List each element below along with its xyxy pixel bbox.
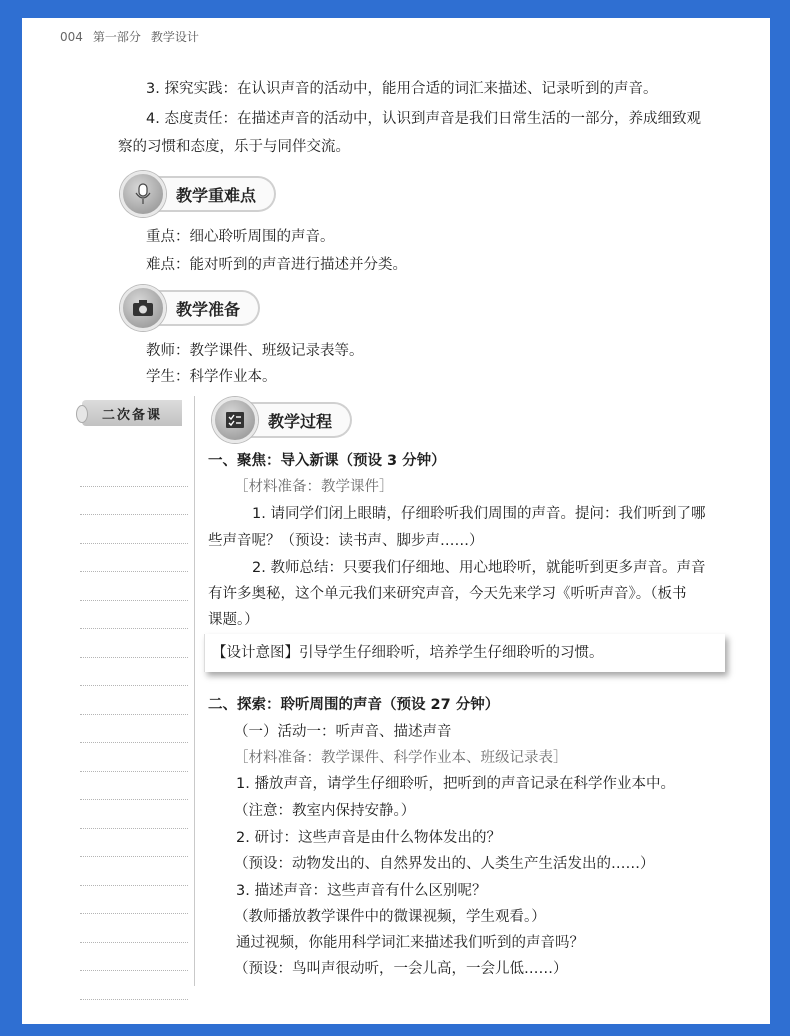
objective-item-4-line1: 4. 态度责任：在描述声音的活动中，认识到声音是我们日常生活的一部分，养成细致观 — [146, 111, 701, 127]
note-line — [80, 857, 188, 886]
part2-step3-answer: （预设：鸟叫声很动听，一会儿高，一会儿低……） — [234, 961, 568, 977]
part-label: 第一部分 — [92, 30, 141, 44]
student-prep: 学生：科学作业本。 — [146, 369, 277, 385]
difficulty-point: 难点：能对听到的声音进行描述并分类。 — [146, 257, 407, 273]
process-badge — [212, 402, 352, 438]
part1-materials: ［材料准备：教学课件］ — [234, 479, 394, 495]
page-header — [60, 28, 199, 45]
note-line — [80, 715, 188, 744]
camera-icon — [120, 285, 166, 331]
focus-point: 重点：细心聆听周围的声音。 — [146, 229, 335, 245]
note-line — [80, 971, 188, 1000]
part2-step3: 3. 描述声音：这些声音有什么区别呢？ — [236, 883, 487, 899]
part2-step3-note: （教师播放教学课件中的微课视频，学生观看。） — [234, 909, 546, 925]
note-line — [80, 487, 188, 516]
note-line — [80, 886, 188, 915]
part1-step2-line1: 2. 教师总结：只要我们仔细地、用心地聆听，就能听到更多声音。声音 — [252, 560, 706, 576]
part1-step1-line1: 1. 请同学们闭上眼睛，仔细聆听我们周围的声音。提问：我们听到了哪 — [252, 506, 706, 522]
secondary-prep-tag: 二次备课 — [82, 400, 182, 426]
part2-heading: 二、探索：聆听周围的声音（预设 27 分钟） — [208, 697, 500, 713]
design-intent: 【设计意图】引导学生仔细聆听，培养学生仔细聆听的习惯。 — [212, 645, 604, 661]
objective-item-3: 3. 探究实践：在认识声音的活动中，能用合适的词汇来描述、记录听到的声音。 — [146, 81, 658, 97]
note-line — [80, 658, 188, 687]
part1-heading: 一、聚焦：导入新课（预设 3 分钟） — [208, 453, 446, 469]
note-line — [80, 829, 188, 858]
note-line — [80, 800, 188, 829]
note-line — [80, 458, 188, 487]
note-line — [80, 515, 188, 544]
section-label: 教学设计 — [150, 30, 199, 44]
teacher-prep: 教师：教学课件、班级记录表等。 — [146, 343, 364, 359]
sidebar-divider — [194, 396, 195, 986]
part2-step2: 2. 研讨：这些声音是由什么物体发出的？ — [236, 830, 501, 846]
textbook-page — [22, 18, 770, 1024]
key-points-title: 教学重难点 — [150, 176, 276, 212]
note-line — [80, 914, 188, 943]
note-line — [80, 601, 188, 630]
note-line — [80, 686, 188, 715]
activity1-title: （一）活动一：听声音、描述声音 — [234, 724, 452, 740]
note-line — [80, 544, 188, 573]
preparation-badge — [120, 290, 260, 326]
page-number: 004 — [60, 29, 83, 44]
note-line — [80, 572, 188, 601]
note-lines — [80, 458, 188, 1000]
process-title: 教学过程 — [242, 402, 352, 438]
preparation-title: 教学准备 — [150, 290, 260, 326]
microphone-icon — [120, 171, 166, 217]
part2-step1: 1. 播放声音，请学生仔细聆听，把听到的声音记录在科学作业本中。 — [236, 776, 675, 792]
note-line — [80, 943, 188, 972]
part2-step3-question: 通过视频，你能用科学词汇来描述我们听到的声音吗？ — [236, 935, 584, 951]
part1-step2-line2: 有许多奥秘，这个单元我们来研究声音，今天先来学习《听听声音》。（板书 — [208, 586, 687, 602]
part1-step1-line2: 些声音呢？（预设：读书声、脚步声……） — [208, 533, 484, 549]
part1-step2-line3: 课题。） — [208, 612, 259, 628]
key-points-badge — [120, 176, 276, 212]
objective-item-4-line2: 察的习惯和态度，乐于与同伴交流。 — [118, 139, 350, 155]
checklist-icon — [212, 397, 258, 443]
note-line — [80, 772, 188, 801]
part2-step2-note: （预设：动物发出的、自然界发出的、人类生产生活发出的……） — [234, 856, 655, 872]
part2-materials: ［材料准备：教学课件、科学作业本、班级记录表］ — [234, 750, 568, 766]
part2-step1-note: （注意：教室内保持安静。） — [234, 803, 416, 819]
note-line — [80, 743, 188, 772]
note-line — [80, 629, 188, 658]
